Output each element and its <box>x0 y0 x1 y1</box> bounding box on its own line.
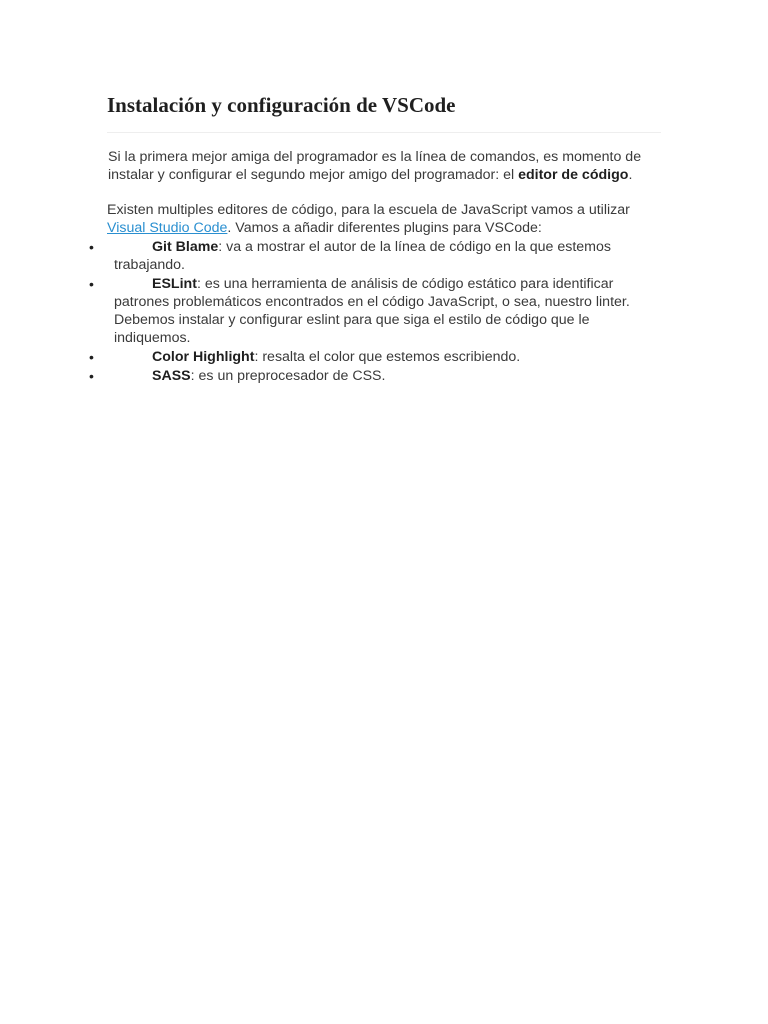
title-divider <box>107 132 661 133</box>
bullet-icon: • <box>89 349 94 365</box>
intro-text-end: . <box>628 166 633 183</box>
plugin-list <box>86 238 651 386</box>
bullet-icon: • <box>89 239 94 255</box>
plugin-name: ESLint <box>152 276 197 292</box>
plugin-name: SASS <box>152 368 191 384</box>
editors-paragraph <box>107 202 667 237</box>
plugin-description: : es una herramienta de análisis de código estático para identificar patrones problemáticos encontrados en el código JavaScript, o sea, nuestro linter. Debemos instalar y configurar eslint para que siga el estilo de código que le indiquemos. <box>114 276 630 346</box>
bullet-icon: • <box>89 368 94 384</box>
plugin-name: Color Highlight <box>152 349 255 365</box>
plugin-description: : es un preprocesador de CSS. <box>190 368 386 384</box>
plugin-description: : va a mostrar el autor de la línea de código en la que estemos trabajando. <box>114 239 611 273</box>
intro-bold-text: editor de código <box>518 166 629 183</box>
visual-studio-code-link[interactable]: Visual Studio Code <box>107 219 228 236</box>
intro-paragraph <box>107 149 668 184</box>
page-title: Instalación y configuración de VSCode <box>107 93 456 117</box>
bullet-icon: • <box>89 276 94 292</box>
plugin-description: : resalta el color que estemos escribiendo. <box>254 349 521 365</box>
editors-text: Existen multiples editores de código, para la escuela de JavaScript vamos a utilizar <box>107 202 630 218</box>
editors-text-end: . Vamos a añadir diferentes plugins para VSCode: <box>227 219 542 236</box>
list-item <box>86 348 651 366</box>
list-item <box>86 238 651 274</box>
plugin-name: Git Blame <box>152 239 219 255</box>
list-item <box>86 275 651 347</box>
list-item <box>86 367 651 385</box>
intro-text: Si la primera mejor amiga del programador es la línea de comandos, es momento de instalar y configurar el segundo mejor amigo del programador: el <box>108 149 642 183</box>
